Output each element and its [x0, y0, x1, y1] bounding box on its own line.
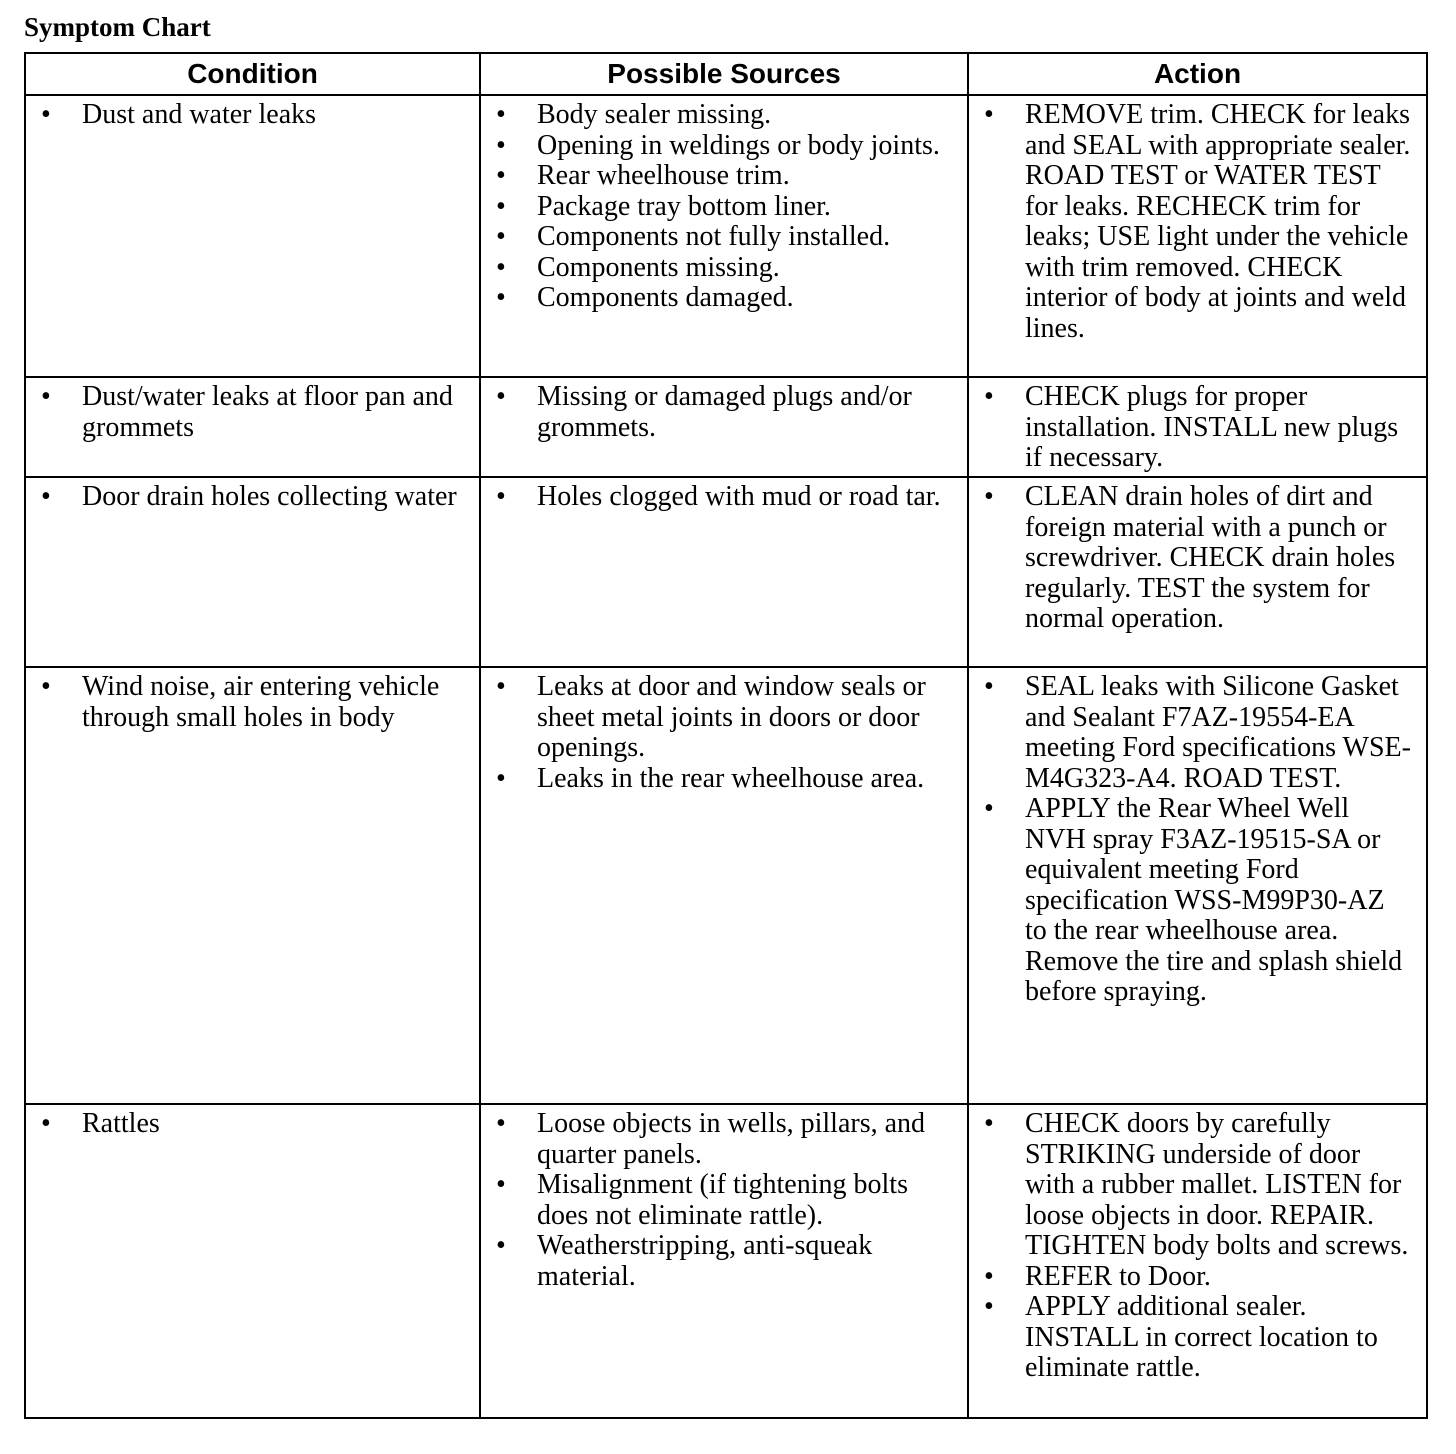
list-item	[481, 764, 953, 795]
list-item-text: CHECK doors by carefully STRIKING underside of door with a rubber mallet. LISTEN for loose objects in door. REPAIR. TIGHTEN body bolts and screws.	[1025, 1108, 1409, 1261]
sources-cell	[480, 477, 968, 667]
list-item	[969, 672, 1412, 794]
table-row	[25, 95, 1427, 377]
list-item-text: Weatherstripping, anti-squeak material.	[537, 1230, 873, 1292]
header-possible-sources: Possible Sources	[480, 53, 968, 95]
sources-cell	[480, 1104, 968, 1418]
list-item	[969, 100, 1412, 344]
list-item-text: APPLY additional sealer. INSTALL in correct location to eliminate rattle.	[1025, 1291, 1378, 1383]
bullet-icon: •	[496, 129, 506, 161]
bullet-icon: •	[984, 481, 994, 512]
bullet-icon: •	[496, 1108, 506, 1139]
list-item	[969, 1109, 1412, 1262]
symptom-chart-table	[24, 52, 1428, 1419]
list-item-text: Loose objects in wells, pillars, and quarter panels.	[537, 1108, 926, 1170]
list-item	[26, 1109, 465, 1140]
list-item	[481, 1231, 953, 1292]
condition-cell	[25, 1104, 480, 1418]
condition-list	[26, 378, 479, 445]
condition-cell	[25, 477, 480, 667]
action-list	[969, 378, 1426, 476]
sources-cell	[480, 667, 968, 1104]
action-cell	[968, 377, 1427, 477]
bullet-icon: •	[984, 1260, 994, 1292]
list-item-text: Dust/water leaks at floor pan and grommets	[82, 381, 453, 443]
list-item	[969, 482, 1412, 635]
bullet-icon: •	[496, 381, 506, 412]
table-row	[25, 477, 1427, 667]
list-item	[969, 1262, 1412, 1293]
bullet-icon: •	[41, 99, 51, 130]
header-condition: Condition	[25, 53, 480, 95]
bullet-icon: •	[496, 1230, 506, 1261]
bullet-icon: •	[496, 99, 506, 130]
condition-list	[26, 1105, 479, 1142]
bullet-icon: •	[41, 1108, 51, 1139]
bullet-icon: •	[496, 1169, 506, 1200]
list-item-text: CLEAN drain holes of dirt and foreign material with a punch or screwdriver. CHECK drain holes regularly. TEST the system for normal operation.	[1025, 481, 1396, 634]
list-item-text: SEAL leaks with Silicone Gasket and Sealant F7AZ-19554-EA meeting Ford specifications WSE-M4G323-A4. ROAD TEST.	[1025, 671, 1411, 794]
sources-cell	[480, 377, 968, 477]
list-item-text: Missing or damaged plugs and/or grommets.	[537, 381, 912, 443]
bullet-icon: •	[496, 762, 506, 794]
bullet-icon: •	[984, 793, 994, 824]
bullet-icon: •	[984, 1291, 994, 1322]
list-item-text: Opening in weldings or body joints.	[537, 129, 940, 161]
list-item	[481, 131, 953, 162]
list-item	[26, 482, 465, 513]
list-item	[969, 382, 1412, 474]
table-row	[25, 667, 1427, 1104]
list-item	[481, 222, 953, 253]
list-item-text: Rattles	[82, 1108, 160, 1139]
bullet-icon: •	[984, 99, 994, 130]
list-item-text: Misalignment (if tightening bolts does not eliminate rattle).	[537, 1169, 908, 1231]
sources-list	[481, 1105, 967, 1294]
table-row	[25, 377, 1427, 477]
bullet-icon: •	[496, 190, 506, 222]
sources-list	[481, 96, 967, 316]
condition-cell	[25, 377, 480, 477]
action-list	[969, 1105, 1426, 1386]
condition-list	[26, 478, 479, 515]
list-item-text: Leaks at door and window seals or sheet metal joints in doors or door openings.	[537, 671, 926, 763]
list-item-text: Rear wheelhouse trim.	[537, 160, 790, 191]
list-item	[481, 1109, 953, 1170]
action-list	[969, 96, 1426, 346]
header-action: Action	[968, 53, 1427, 95]
list-item	[481, 192, 953, 223]
sources-list	[481, 668, 967, 796]
list-item	[481, 100, 953, 131]
list-item-text: Package tray bottom liner.	[537, 190, 831, 222]
bullet-icon: •	[984, 381, 994, 412]
list-item	[481, 283, 953, 314]
bullet-icon: •	[496, 671, 506, 702]
bullet-icon: •	[496, 282, 506, 313]
list-item	[481, 161, 953, 192]
list-item	[969, 1292, 1412, 1384]
list-item	[26, 100, 465, 131]
bullet-icon: •	[41, 671, 51, 702]
action-cell	[968, 95, 1427, 377]
list-item	[969, 794, 1412, 1008]
bullet-icon: •	[984, 1108, 994, 1139]
bullet-icon: •	[984, 671, 994, 702]
condition-list	[26, 96, 479, 133]
bullet-icon: •	[496, 481, 506, 512]
list-item	[26, 672, 465, 733]
sources-list	[481, 378, 967, 445]
list-item-text: Body sealer missing.	[537, 99, 772, 130]
list-item-text: REMOVE trim. CHECK for leaks and SEAL with appropriate sealer. ROAD TEST or WATER TEST for leaks. RECHECK trim for leaks; USE light under the vehicle with trim removed. CHECK interior of body at joints and weld lines.	[1025, 99, 1411, 344]
bullet-icon: •	[41, 381, 51, 412]
list-item-text: CHECK plugs for proper installation. INSTALL new plugs if necessary.	[1025, 381, 1399, 473]
list-item-text: Dust and water leaks	[82, 99, 317, 130]
action-list	[969, 668, 1426, 1010]
list-item-text: APPLY the Rear Wheel Well NVH spray F3AZ-19515-SA or equivalent meeting Ford specification WSS-M99P30-AZ to the rear wheelhouse area. Remove the tire and splash shield before spraying.	[1025, 793, 1403, 1007]
list-item-text: Components damaged.	[537, 282, 794, 313]
list-item-text: Leaks in the rear wheelhouse area.	[537, 762, 925, 794]
bullet-icon: •	[496, 160, 506, 191]
sources-cell	[480, 95, 968, 377]
bullet-icon: •	[41, 481, 51, 512]
list-item-text: Components missing.	[537, 251, 780, 283]
list-item	[26, 382, 465, 443]
condition-list	[26, 668, 479, 735]
action-cell	[968, 1104, 1427, 1418]
action-cell	[968, 667, 1427, 1104]
condition-cell	[25, 667, 480, 1104]
header-row	[25, 53, 1427, 95]
action-list	[969, 478, 1426, 637]
bullet-icon: •	[496, 251, 506, 283]
chart-title: Symptom Chart	[24, 12, 211, 42]
list-item	[481, 482, 953, 513]
bullet-icon: •	[496, 221, 506, 252]
list-item	[481, 253, 953, 284]
list-item-text: REFER to Door.	[1025, 1260, 1211, 1292]
condition-cell	[25, 95, 480, 377]
sources-list	[481, 478, 967, 515]
action-cell	[968, 477, 1427, 667]
list-item-text: Holes clogged with mud or road tar.	[537, 481, 941, 512]
list-item	[481, 672, 953, 764]
list-item-text: Wind noise, air entering vehicle through small holes in body	[82, 671, 440, 733]
table-row	[25, 1104, 1427, 1418]
list-item-text: Door drain holes collecting water	[82, 481, 457, 512]
list-item-text: Components not fully installed.	[537, 221, 891, 252]
list-item	[481, 1170, 953, 1231]
list-item	[481, 382, 953, 443]
